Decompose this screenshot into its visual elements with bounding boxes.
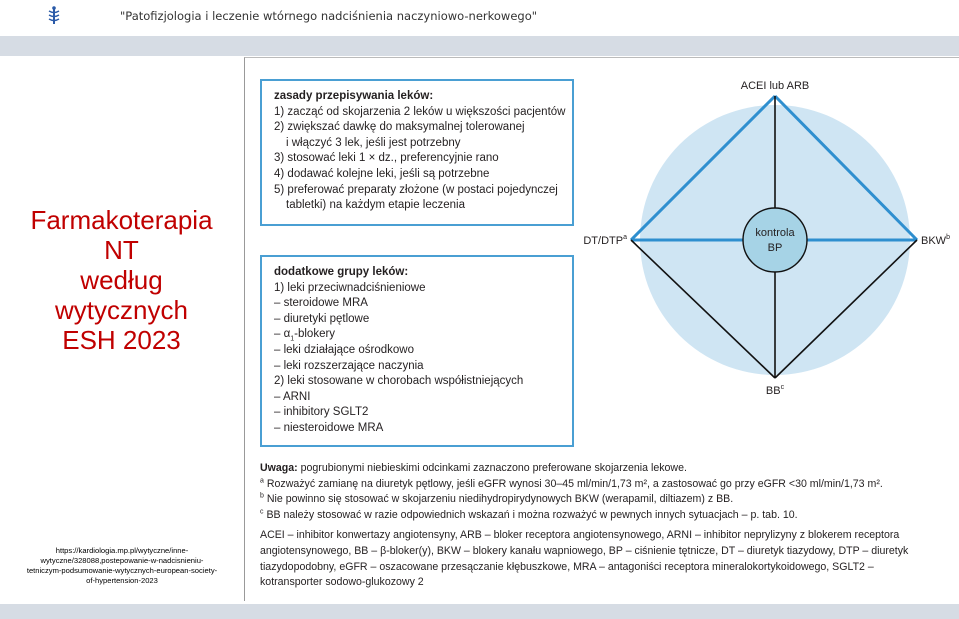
caduceus-logo-icon (46, 6, 62, 26)
presentation-title: "Patofizjologia i leczenie wtórnego nadciśnienia naczyniowo-nerkowego" (120, 9, 538, 23)
node-label-right-text: BKW (921, 235, 947, 247)
drug-group-line: – niesteroidowe MRA (274, 421, 384, 434)
drug-group-line: – leki rozszerzające naczynia (274, 359, 424, 372)
rule-line: 4) dodawać kolejne leki, jeśli są potrzebne (274, 167, 490, 180)
note-a-marker: a (260, 477, 264, 485)
note-uwaga-text: pogrubionymi niebieskimi odcinkami zaznaczono preferowane skojarzenia lekowe. (297, 462, 687, 474)
top-bar (0, 0, 959, 36)
rule-line: 1) zacząć od skojarzenia 2 leków u większości pacjentów (274, 105, 566, 118)
source-line: tetniczym-podsumowanie-wytycznych-european-society- (26, 566, 218, 575)
alpha-prefix: – α (274, 328, 291, 341)
node-label-bottom-text: BB (765, 385, 781, 397)
note-b-marker: b (260, 492, 264, 500)
bp-control-circle (743, 208, 807, 272)
additional-drug-groups-box (260, 255, 574, 447)
drug-group-line (274, 327, 560, 343)
drug-group-line: 1) leki przeciwnadciśnieniowe (274, 281, 426, 294)
drug-group-line: – inhibitory SGLT2 (274, 406, 369, 419)
drug-group-line: – diuretyki pętlowe (274, 312, 370, 325)
slide-title-line: wytycznych (55, 295, 188, 325)
abbreviations-line: kotransporter sodowo-glukozowy 2 (260, 576, 424, 589)
source-line: wytyczne/328088,postepowanie-w-nadcisnieniu- (40, 556, 204, 565)
drug-group-line: – leki działające ośrodkowo (274, 343, 414, 356)
node-label-right (921, 234, 950, 247)
box-heading: zasady przepisywania leków: (274, 90, 434, 102)
node-label-left (583, 234, 627, 247)
source-link[interactable] (8, 546, 236, 586)
slide-title-line: według (80, 265, 163, 295)
node-label-bottom-sup: c (780, 384, 785, 391)
source-line: https://kardiologia.mp.pl/wytyczne/inne- (55, 546, 189, 555)
rule-line: 3) stosować leki 1 × dz., preferencyjnie rano (274, 152, 499, 165)
guideline-figure (244, 57, 959, 601)
drug-combination-diagram (575, 76, 959, 411)
note-uwaga (260, 461, 950, 477)
slide-title (0, 205, 243, 355)
note-b-text: Nie powinno się stosować w skojarzeniu niedihydropirydynowych BKW (werapamil, diltiazem) z BB. (263, 493, 734, 506)
drug-group-line: – steroidowe MRA (274, 297, 368, 310)
note-b (260, 492, 950, 508)
note-c-marker: c (260, 508, 264, 516)
node-label-left-sup: a (623, 234, 627, 241)
note-a-text: Rozważyć zamianę na diuretyk pętlowy, jeśli eGFR wynosi 30–45 ml/min/1,73 m², a zastosować go przy eGFR <30 ml/min/1,73 m². (263, 477, 883, 490)
node-label-top: ACEI lub ARB (740, 80, 810, 92)
abbreviations-line: ACEI – inhibitor konwertazy angiotensyny, ARB – bloker receptora angiotensynowego, ARNI – inhibitor neprylizyny z blokerem receptora (260, 529, 900, 542)
note-a (260, 477, 950, 493)
center-label-line2: BP (767, 242, 783, 254)
header-band (0, 36, 959, 56)
rule-line: tabletki) na każdym etapie leczenia (286, 199, 465, 212)
note-uwaga-label: Uwaga: (260, 462, 298, 474)
node-label-left-text: DT/DTP (583, 235, 624, 247)
rule-line: 2) zwiększać dawkę do maksymalnej tolerowanej (274, 121, 525, 134)
abbreviations-line: tiazydopodobny, eGFR – oszacowane przesączanie kłębuszkowe, MRA – antagoniści receptora mineralokortykoidowego, SGLT2 – (260, 560, 874, 573)
box-heading: dodatkowe grupy leków: (274, 266, 409, 278)
slide-title-line: NT (104, 235, 139, 265)
figure-notes (260, 461, 950, 591)
alpha-suffix: -blokery (294, 328, 336, 341)
drug-group-line: 2) leki stosowane w chorobach współistniejących (274, 375, 524, 388)
footer-band (0, 604, 959, 619)
source-line: of-hypertension-2023 (86, 576, 158, 585)
slide-title-line: Farmakoterapia (30, 205, 213, 235)
node-label-right-sup: b (946, 234, 950, 241)
note-c (260, 508, 950, 524)
abbreviations-line: angiotensynowego, BB – β-bloker(y), BKW – blokery kanału wapniowego, BP – ciśnienie tętnicze, DT – diuretyk tiazydowy, DTP – diuretyk (260, 544, 909, 557)
prescribing-rules-box (260, 79, 574, 226)
rule-line: 5) preferować preparaty złożone (w postaci pojedynczej (274, 183, 558, 196)
slide-title-line: ESH 2023 (62, 325, 181, 355)
rule-line: i włączyć 3 lek, jeśli jest potrzebny (286, 136, 461, 149)
node-label-bottom (766, 384, 785, 397)
note-c-text: BB należy stosować w razie odpowiednich wskazań i można rozważyć w pewnych innych sytuacjach – p. tab. 10. (263, 508, 798, 521)
center-label-line1: kontrola (755, 227, 795, 239)
drug-group-line: – ARNI (274, 390, 311, 403)
alpha-subscript: 1 (290, 335, 295, 343)
